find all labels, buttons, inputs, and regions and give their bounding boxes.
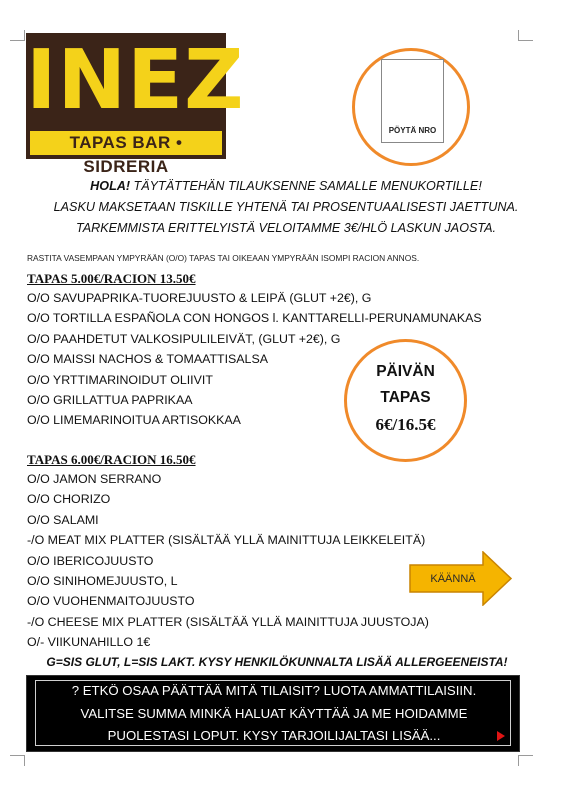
section-heading: TAPAS 6.00€/RACION 16.50€ (27, 452, 196, 467)
daily-tapas-price: 6€/16.5€ (375, 415, 436, 434)
menu-item[interactable]: O/O GRILLATTUA PAPRIKAA (27, 392, 193, 407)
intro-hola: HOLA! (90, 179, 131, 193)
table-number-label: PÖYTÄ NRO (388, 126, 437, 135)
menu-item[interactable]: O/O CHORIZO (27, 492, 111, 507)
intro-line-2: LASKU MAKSETAAN TISKILLE YHTENÄ TAI PROSENTUAALISESTI JAETTUNA. (53, 200, 519, 214)
intro-text (40, 176, 532, 239)
menu-item[interactable]: O/- VIIKUNAHILLO 1€ (27, 635, 151, 650)
banner-line-1: ? ETKÖ OSAA PÄÄTTÄÄ MITÄ TILAISIT? LUOTA AMMATTILAISIIN. (71, 683, 477, 698)
table-number-box[interactable] (381, 59, 444, 143)
menu-item[interactable]: O/O VUOHENMAITOJUUSTO (27, 594, 195, 609)
crop-mark-top-right (518, 30, 533, 41)
menu-item[interactable]: O/O IBERICOJUUSTO (27, 553, 154, 568)
banner-line-2: VALITSE SUMMA MINKÄ HALUAT KÄYTTÄÄ JA ME HOIDAMME (80, 706, 468, 721)
menu-item[interactable]: O/O PAAHDETUT VALKOSIPULILEIVÄT, (GLUT +2€), G (27, 331, 341, 346)
logo-word: INEZ (26, 33, 245, 128)
chef-choice-banner (26, 675, 520, 752)
intro-line-1-rest: TÄYTÄTTEHÄN TILAUKSENNE SAMALLE MENUKORTILLE! (130, 179, 482, 193)
intro-line-3: TARKEMMISTA ERITTELYISTÄ VELOITAMME 3€/HLÖ LASKUN JAOSTA. (75, 221, 497, 235)
menu-item[interactable]: -/O CHEESE MIX PLATTER (SISÄLTÄÄ YLLÄ MAINITTUJA JUUSTOJA) (27, 614, 429, 629)
crop-mark-top-left (10, 30, 25, 41)
inez-logo (26, 33, 245, 176)
section-heading: TAPAS 5.00€/RACION 13.50€ (27, 271, 196, 286)
menu-item[interactable]: O/O JAMON SERRANO (27, 472, 162, 486)
daily-tapas-line-1: PÄIVÄN (376, 363, 435, 380)
crop-mark-bottom-right (518, 755, 533, 766)
menu-item[interactable]: O/O MAISSI NACHOS & TOMAATTISALSA (27, 352, 268, 367)
daily-tapas-badge (344, 339, 467, 462)
menu-item[interactable]: O/O LIMEMARINOITUA ARTISOKKAA (27, 413, 241, 428)
menu-item[interactable]: O/O YRTTIMARINOIDUT OLIIVIT (27, 372, 213, 387)
menu-item[interactable]: O/O SINIHOMEJUUSTO, L (27, 573, 178, 588)
logo-subtitle: TAPAS BAR • SIDRERIA (30, 131, 222, 155)
menu-item[interactable]: O/O TORTILLA ESPAÑOLA CON HONGOS l. KANTTARELLI-PERUNAMUNAKAS (27, 311, 482, 326)
menu-item[interactable]: O/O SAVUPAPRIKA-TUOREJUUSTO & LEIPÄ (GLUT +2€), G (27, 291, 372, 305)
allergen-note: G=SIS GLUT, L=SIS LAKT. KYSY HENKILÖKUNNALTA LISÄÄ ALLERGEENEISTA! (46, 655, 508, 669)
menu-item[interactable]: O/O SALAMI (27, 512, 99, 527)
menu-item[interactable]: -/O MEAT MIX PLATTER (SISÄLTÄÄ YLLÄ MAINITTUJA LEIKKELEITÄ) (27, 533, 426, 548)
turn-page-label[interactable]: KÄÄNNÄ (430, 573, 476, 585)
crop-mark-bottom-left (10, 755, 25, 766)
play-triangle-icon (497, 731, 505, 741)
banner-line-3: PUOLESTASI LOPUT. KYSY TARJOILIJALTASI LISÄÄ... (107, 728, 441, 743)
daily-tapas-line-2: TAPAS (380, 389, 431, 406)
intro-line-1 (40, 176, 532, 197)
ordering-instructions: RASTITA VASEMPAAN YMPYRÄÄN (O/O) TAPAS TAI OIKEAAN YMPYRÄÄN ISOMPI RACION ANNOS. (27, 253, 420, 263)
